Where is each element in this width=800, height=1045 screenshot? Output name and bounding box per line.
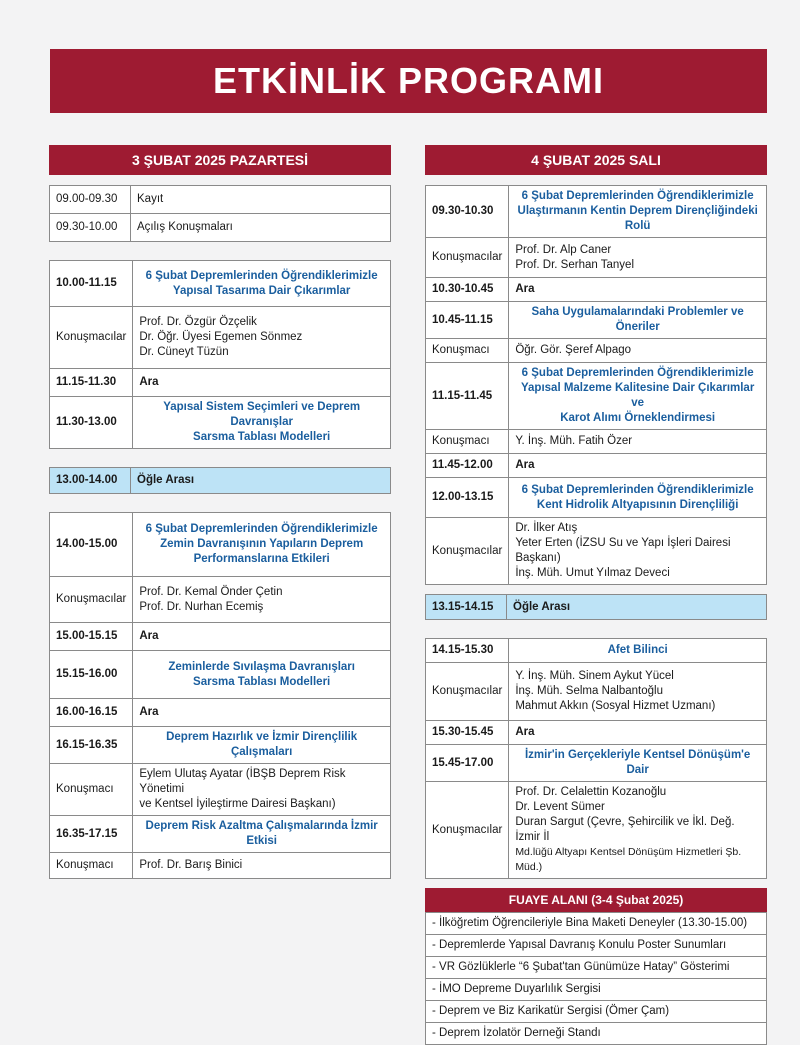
table-row xyxy=(426,186,767,238)
day1-column xyxy=(49,145,391,879)
table-row xyxy=(50,397,391,449)
day1-opening-table xyxy=(49,185,391,242)
table-row xyxy=(426,721,767,745)
time-cell: 14.15-15.30 xyxy=(426,639,509,663)
table-row xyxy=(426,745,767,782)
speaker-name: Y. İnş. Müh. Sinem Aykut Yücel xyxy=(515,670,674,682)
speaker-name: Y. İnş. Müh. Fatih Özer xyxy=(509,430,767,454)
break-cell: Ara xyxy=(509,454,767,478)
time-cell: 10.45-11.15 xyxy=(426,302,509,339)
speaker-name: Duran Sargut (Çevre, Şehircilik ve İkl. Değ. İzmir İl xyxy=(515,816,735,843)
time-cell: 10.30-10.45 xyxy=(426,278,509,302)
table-row xyxy=(50,764,391,816)
title-banner xyxy=(50,49,767,113)
page-title: ETKİNLİK PROGRAMI xyxy=(213,60,604,101)
day2-column xyxy=(425,145,767,1045)
time-cell: 13.15-14.15 xyxy=(426,595,507,620)
session-title: Saha Uygulamalarındaki Problemler ve Öneriler xyxy=(509,302,767,339)
table-row xyxy=(50,186,391,214)
time-cell: 11.15-11.30 xyxy=(50,369,133,397)
session-title-line: 6 Şubat Depremlerinden Öğrendiklerimizle xyxy=(521,483,754,496)
speaker-list xyxy=(509,782,767,879)
session-title: Afet Bilinci xyxy=(509,639,767,663)
speaker-label: Konuşmacı xyxy=(50,764,133,816)
session-title xyxy=(133,397,391,449)
table-row xyxy=(426,639,767,663)
session-title xyxy=(509,478,767,518)
table-row xyxy=(50,307,391,369)
session-title-line: 6 Şubat Depremlerinden Öğrendiklerimizle xyxy=(145,269,378,282)
break-cell: Ara xyxy=(509,721,767,745)
speaker-list xyxy=(133,307,391,369)
day1-lunch-table xyxy=(49,467,391,494)
table-row xyxy=(426,663,767,721)
fuaye-item: - Deprem ve Biz Karikatür Sergisi (Ömer Çam) xyxy=(426,1001,767,1023)
speaker-name: Mahmut Akkın (Sosyal Hizmet Uzmanı) xyxy=(515,700,716,712)
speaker-name: Prof. Dr. Kemal Önder Çetin xyxy=(139,585,283,598)
speaker-name: Dr. Levent Sümer xyxy=(515,801,605,813)
session-title-line: Yapısal Sistem Seçimleri ve Deprem Davranışlar xyxy=(163,401,361,428)
table-row xyxy=(426,518,767,585)
time-cell: 10.00-11.15 xyxy=(50,261,133,307)
time-cell: 16.35-17.15 xyxy=(50,816,133,853)
table-row xyxy=(50,853,391,879)
speaker-label: Konuşmacılar xyxy=(426,782,509,879)
speaker-name: Eylem Ulutaş Ayatar (İBŞB Deprem Risk Yönetimi xyxy=(139,768,346,795)
table-row xyxy=(50,261,391,307)
time-cell: 15.45-17.00 xyxy=(426,745,509,782)
speaker-list xyxy=(133,764,391,816)
speaker-name: ve Kentsel İyileştirme Dairesi Başkanı) xyxy=(139,798,336,810)
table-row xyxy=(426,339,767,363)
fuaye-header: FUAYE ALANI (3-4 Şubat 2025) xyxy=(425,888,767,912)
session-title xyxy=(509,186,767,238)
session-title xyxy=(509,363,767,430)
fuaye-table xyxy=(425,912,767,1045)
session-title-line: Sarsma Tablası Modelleri xyxy=(193,675,331,688)
session-title-line: Zemin Davranışının Yapıların Deprem xyxy=(160,538,364,550)
table-row xyxy=(426,478,767,518)
speaker-name: Dr. İlker Atış xyxy=(515,522,578,534)
table-row xyxy=(426,595,767,620)
list-item xyxy=(426,979,767,1001)
event-cell: Kayıt xyxy=(131,186,391,214)
table-row xyxy=(50,623,391,651)
speaker-name: Prof. Dr. Serhan Tanyel xyxy=(515,258,634,271)
speaker-list xyxy=(509,238,767,278)
speaker-name: İnş. Müh. Selma Nalbantoğlu xyxy=(515,685,663,697)
session-title-line: 6 Şubat Depremlerinden Öğrendiklerimizle xyxy=(145,523,378,535)
time-cell: 15.15-16.00 xyxy=(50,651,133,699)
break-cell: Ara xyxy=(133,623,391,651)
list-item xyxy=(426,957,767,979)
day2-lunch-table xyxy=(425,594,767,620)
speaker-name: Dr. Cüneyt Tüzün xyxy=(139,346,229,358)
table-row xyxy=(426,278,767,302)
speaker-name: Prof. Dr. Celalettin Kozanoğlu xyxy=(515,786,667,798)
lunch-cell: Öğle Arası xyxy=(507,595,767,620)
speaker-list xyxy=(509,663,767,721)
time-cell: 15.30-15.45 xyxy=(426,721,509,745)
day1-header: 3 ŞUBAT 2025 PAZARTESİ xyxy=(49,145,391,175)
session-title xyxy=(133,261,391,307)
table-row xyxy=(50,369,391,397)
table-row xyxy=(426,363,767,430)
speaker-label: Konuşmacılar xyxy=(426,518,509,585)
session-title-line: 6 Şubat Depremlerinden Öğrendiklerimizle xyxy=(521,190,754,202)
session-title: Deprem Hazırlık ve İzmir Dirençlilik Çalışmaları xyxy=(133,727,391,764)
table-row xyxy=(426,430,767,454)
table-row xyxy=(426,302,767,339)
break-cell: Ara xyxy=(133,369,391,397)
session-title-line: Yapısal Malzeme Kalitesine Dair Çıkarımlar ve xyxy=(521,382,755,409)
event-cell: Açılış Konuşmaları xyxy=(131,214,391,242)
time-cell: 16.00-16.15 xyxy=(50,699,133,727)
table-row xyxy=(426,454,767,478)
session-title: İzmir'in Gerçekleriyle Kentsel Dönüşüm'e Dair xyxy=(509,745,767,782)
time-cell: 11.15-11.45 xyxy=(426,363,509,430)
table-row xyxy=(50,577,391,623)
time-cell: 09.00-09.30 xyxy=(50,186,131,214)
speaker-label: Konuşmacılar xyxy=(50,577,133,623)
fuaye-item: - Deprem İzolatör Derneği Standı xyxy=(426,1023,767,1045)
speaker-name: Prof. Dr. Nurhan Ecemiş xyxy=(139,600,264,613)
speaker-label: Konuşmacılar xyxy=(50,307,133,369)
fuaye-item: - İMO Depreme Duyarlılık Sergisi xyxy=(426,979,767,1001)
time-cell: 13.00-14.00 xyxy=(50,468,131,494)
table-row xyxy=(50,468,391,494)
speaker-label: Konuşmacı xyxy=(426,339,509,363)
break-cell: Ara xyxy=(133,699,391,727)
table-row xyxy=(426,238,767,278)
fuaye-item: - İlköğretim Öğrencileriyle Bina Maketi Deneyler (13.30-15.00) xyxy=(426,913,767,935)
session-title-line: Kent Hidrolik Altyapısının Dirençliliği xyxy=(536,498,739,511)
speaker-name: Dr. Öğr. Üyesi Egemen Sönmez xyxy=(139,331,303,343)
session-title xyxy=(133,513,391,577)
session-title: Deprem Risk Azaltma Çalışmalarında İzmir Etkisi xyxy=(133,816,391,853)
day2-header: 4 ŞUBAT 2025 SALI xyxy=(425,145,767,175)
table-row xyxy=(50,513,391,577)
speaker-label: Konuşmacı xyxy=(426,430,509,454)
lunch-cell: Öğle Arası xyxy=(131,468,391,494)
speaker-name: Yeter Erten (İZSU Su ve Yapı İşleri Dairesi Başkanı) xyxy=(515,537,731,564)
time-cell: 11.30-13.00 xyxy=(50,397,133,449)
list-item xyxy=(426,1001,767,1023)
time-cell: 11.45-12.00 xyxy=(426,454,509,478)
speaker-name: Prof. Dr. Barış Binici xyxy=(133,853,391,879)
speaker-name: Prof. Dr. Alp Caner xyxy=(515,243,612,256)
day2-afternoon-table xyxy=(425,638,767,879)
list-item xyxy=(426,935,767,957)
time-cell: 14.00-15.00 xyxy=(50,513,133,577)
day1-morning-table xyxy=(49,260,391,449)
list-item xyxy=(426,913,767,935)
day2-morning-table xyxy=(425,185,767,585)
table-row xyxy=(50,727,391,764)
session-title-line: Zeminlerde Sıvılaşma Davranışları xyxy=(168,660,355,673)
speaker-name: Öğr. Gör. Şeref Alpago xyxy=(509,339,767,363)
speaker-label: Konuşmacılar xyxy=(426,238,509,278)
fuaye-item: - VR Gözlüklerle “6 Şubat'tan Günümüze Hatay” Gösterimi xyxy=(426,957,767,979)
speaker-list xyxy=(133,577,391,623)
table-row xyxy=(50,214,391,242)
table-row xyxy=(50,699,391,727)
session-title-line: Sarsma Tablası Modelleri xyxy=(193,431,331,443)
table-row xyxy=(50,651,391,699)
speaker-list xyxy=(509,518,767,585)
table-row xyxy=(426,782,767,879)
speaker-name: İnş. Müh. Umut Yılmaz Deveci xyxy=(515,567,670,579)
session-title-line: 6 Şubat Depremlerinden Öğrendiklerimizle xyxy=(521,367,754,379)
session-title xyxy=(133,651,391,699)
speaker-label: Konuşmacılar xyxy=(426,663,509,721)
session-title-line: Performanslarına Etkileri xyxy=(193,553,330,565)
fuaye-item: - Depremlerde Yapısal Davranış Konulu Poster Sunumları xyxy=(426,935,767,957)
session-title-line: Karot Alımı Örneklendirmesi xyxy=(560,412,716,424)
time-cell: 09.30-10.30 xyxy=(426,186,509,238)
time-cell: 12.00-13.15 xyxy=(426,478,509,518)
time-cell: 15.00-15.15 xyxy=(50,623,133,651)
time-cell: 16.15-16.35 xyxy=(50,727,133,764)
break-cell: Ara xyxy=(509,278,767,302)
list-item xyxy=(426,1023,767,1045)
speaker-label: Konuşmacı xyxy=(50,853,133,879)
session-title-line: Ulaştırmanın Kentin Deprem Dirençliğindeki Rolü xyxy=(517,205,758,232)
day1-afternoon-table xyxy=(49,512,391,879)
session-title-line: Yapısal Tasarıma Dair Çıkarımlar xyxy=(172,284,351,297)
table-row xyxy=(50,816,391,853)
speaker-name: Md.lüğü Altyapı Kentsel Dönüşüm Hizmetleri Şb. Müd.) xyxy=(515,846,742,873)
speaker-name: Prof. Dr. Özgür Özçelik xyxy=(139,316,257,328)
time-cell: 09.30-10.00 xyxy=(50,214,131,242)
